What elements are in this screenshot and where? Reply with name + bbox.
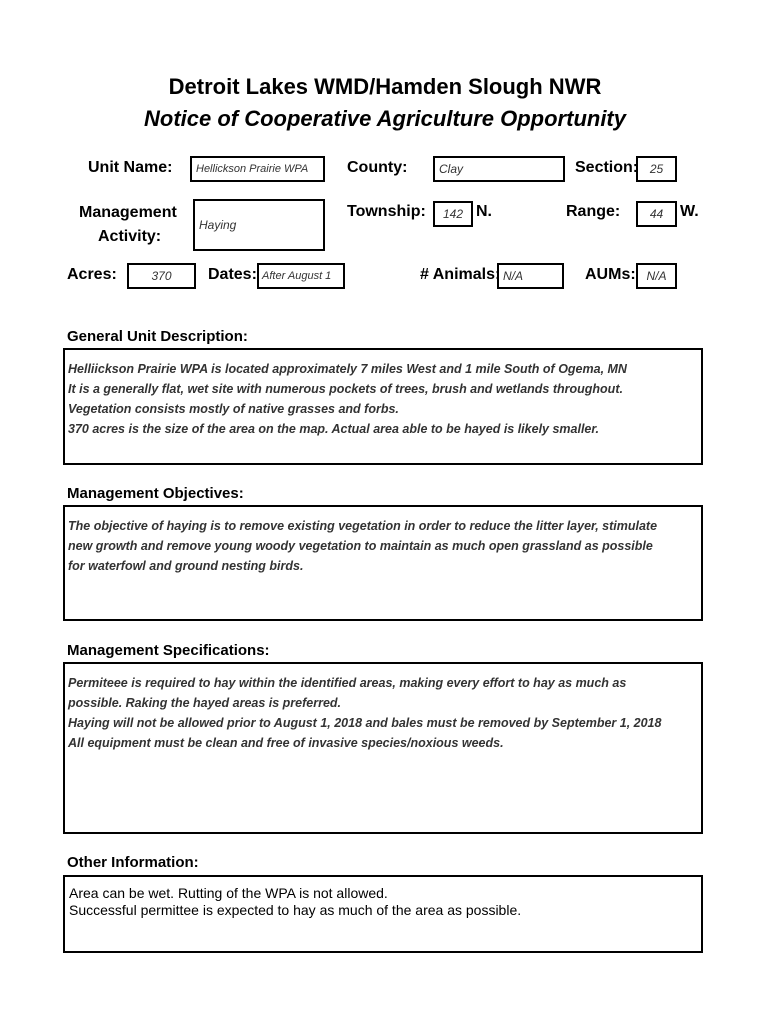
management-activity-field[interactable]: Haying	[193, 199, 325, 251]
management-specifications-box[interactable]	[63, 662, 703, 834]
range-suffix: W.	[680, 203, 699, 220]
section-label: Section:	[575, 159, 639, 176]
range-label: Range:	[566, 203, 621, 220]
acres-label: Acres:	[67, 266, 117, 283]
county-label: County:	[347, 159, 408, 176]
county-field[interactable]: Clay	[433, 156, 565, 182]
aums-field[interactable]: N/A	[636, 263, 677, 289]
other-information-heading: Other Information:	[67, 854, 199, 871]
management-activity-label-1: Management	[79, 204, 177, 221]
management-specifications-line: Permiteee is required to hay within the identified areas, making every effort to hay as much as	[68, 676, 627, 690]
township-suffix: N.	[476, 203, 492, 220]
animals-label: # Animals:	[420, 266, 501, 283]
management-objectives-line: for waterfowl and ground nesting birds.	[68, 559, 304, 573]
management-objectives-heading: Management Objectives:	[67, 485, 244, 502]
management-objectives-box[interactable]	[63, 505, 703, 621]
unit-name-field[interactable]: Hellickson Prairie WPA	[190, 156, 325, 182]
township-field[interactable]: 142	[433, 201, 473, 227]
dates-field[interactable]: After August 1	[257, 263, 345, 289]
aums-label: AUMs:	[585, 266, 636, 283]
general-description-line: It is a generally flat, wet site with numerous pockets of trees, brush and wetlands throughout.	[68, 382, 623, 396]
general-description-line: Vegetation consists mostly of native grasses and forbs.	[68, 402, 399, 416]
dates-label: Dates:	[208, 266, 257, 283]
other-information-line: Area can be wet. Rutting of the WPA is not allowed.	[69, 885, 388, 901]
unit-name-label: Unit Name:	[88, 159, 173, 176]
page-title: Detroit Lakes WMD/Hamden Slough NWR	[168, 74, 602, 99]
management-activity-label-2: Activity:	[98, 228, 162, 245]
other-information-box[interactable]	[63, 875, 703, 953]
general-description-box[interactable]	[63, 348, 703, 465]
management-objectives-line: The objective of haying is to remove existing vegetation in order to reduce the litter layer, stimulate	[68, 519, 658, 533]
general-description-heading: General Unit Description:	[67, 328, 248, 345]
acres-field[interactable]: 370	[127, 263, 196, 289]
animals-field[interactable]: N/A	[497, 263, 564, 289]
management-objectives-line: new growth and remove young woody vegetation to maintain as much open grassland as possible	[68, 539, 653, 553]
management-specifications-line: All equipment must be clean and free of invasive species/noxious weeds.	[68, 736, 504, 750]
management-specifications-line: Haying will not be allowed prior to August 1, 2018 and bales must be removed by September 1, 2018	[68, 716, 662, 730]
general-description-line: Helliickson Prairie WPA is located approximately 7 miles West and 1 mile South of Ogema, MN	[68, 362, 627, 376]
township-label: Township:	[347, 203, 426, 220]
other-information-line: Successful permittee is expected to hay as much of the area as possible.	[69, 902, 522, 918]
section-field[interactable]: 25	[636, 156, 677, 182]
management-specifications-heading: Management Specifications:	[67, 642, 270, 659]
range-field[interactable]: 44	[636, 201, 677, 227]
page-subtitle: Notice of Cooperative Agriculture Opportunity	[144, 106, 626, 131]
management-specifications-line: possible. Raking the hayed areas is preferred.	[68, 696, 342, 710]
general-description-line: 370 acres is the size of the area on the map. Actual area able to be hayed is likely smaller.	[68, 422, 600, 436]
